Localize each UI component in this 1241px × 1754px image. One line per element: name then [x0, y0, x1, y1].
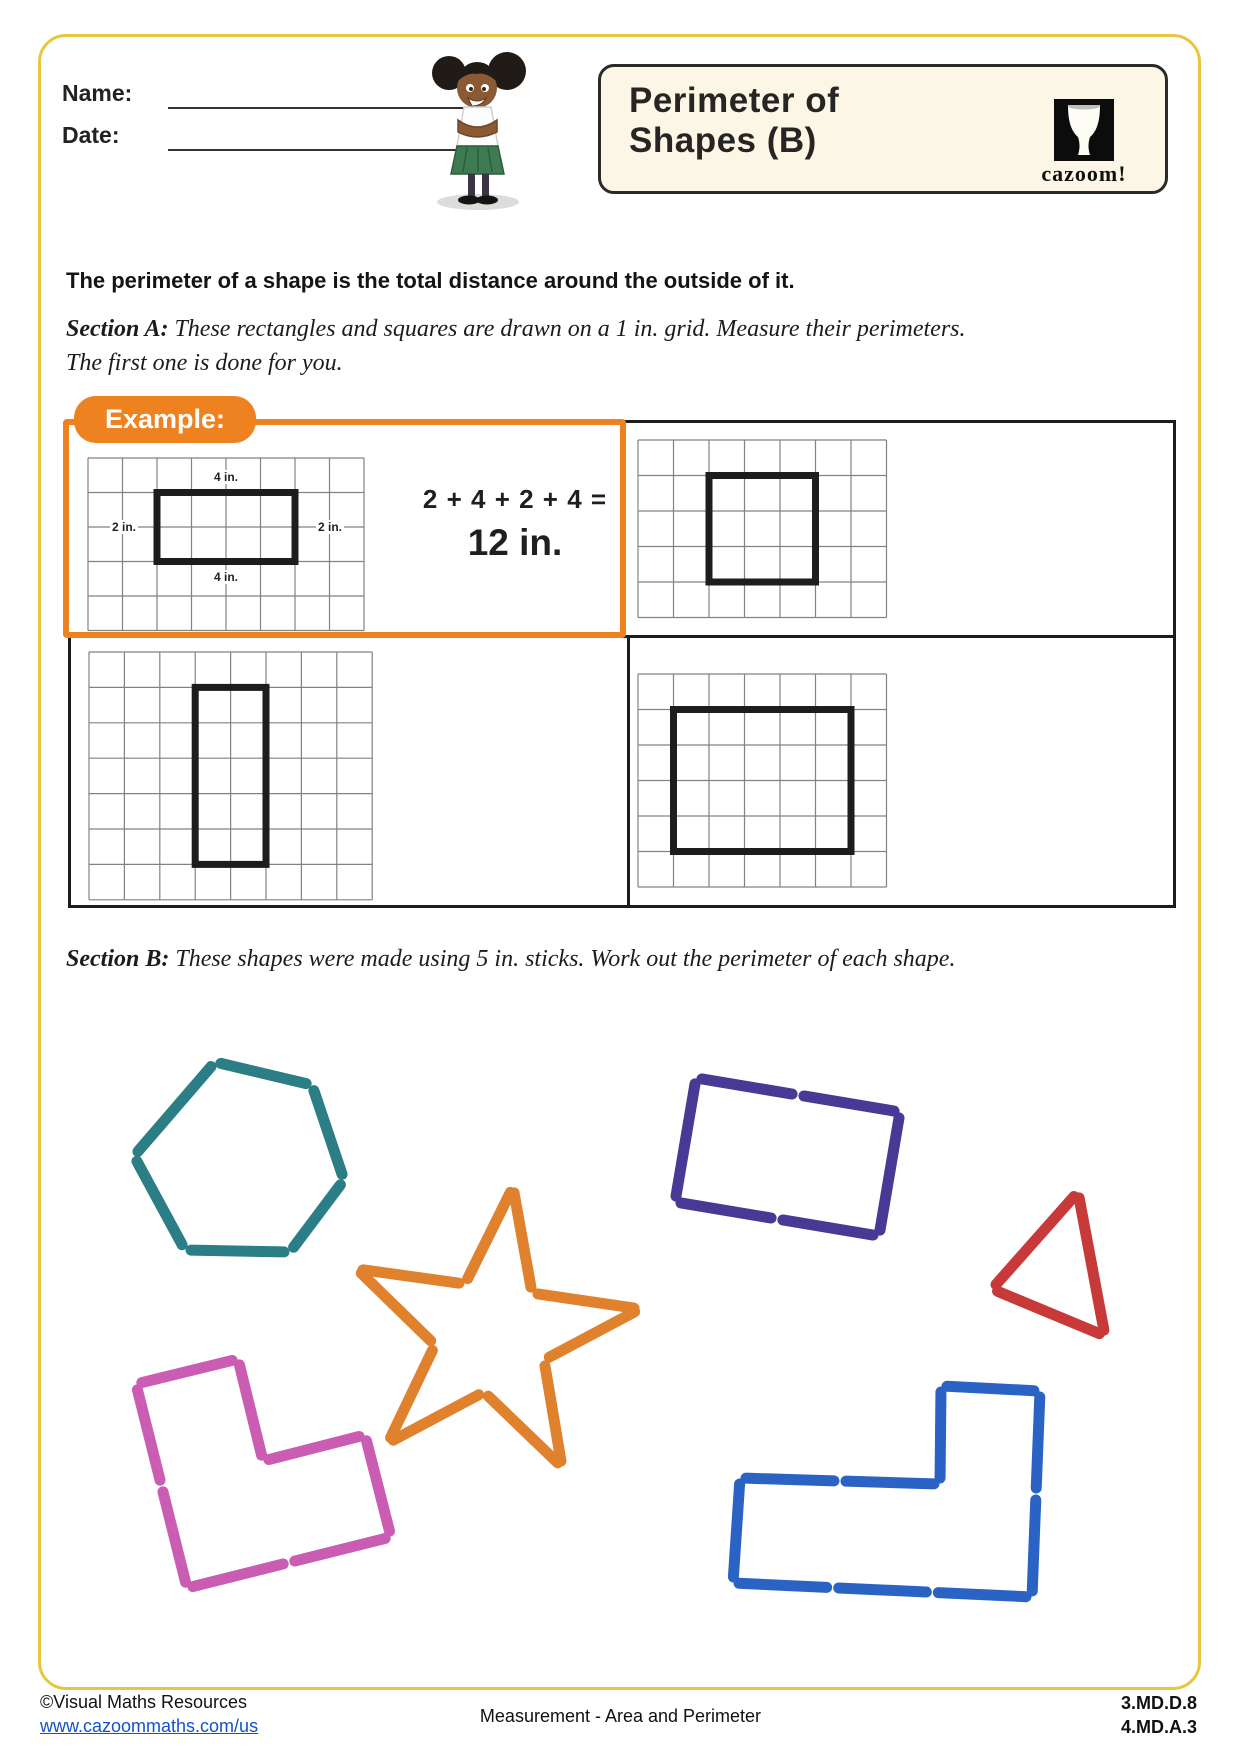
table-vertical-divider	[627, 638, 630, 905]
cazoom-logo-text: cazoom!	[1041, 161, 1127, 186]
example-tab: Example:	[74, 396, 256, 443]
section-b-heading	[66, 946, 955, 973]
example-label-right: 2 in.	[317, 520, 343, 534]
footer-topic: Measurement - Area and Perimeter	[479, 1706, 762, 1726]
footer-website-link[interactable]: www.cazoommaths.com/us	[40, 1716, 259, 1736]
cazoom-logo	[1029, 99, 1139, 187]
cazoom-goblet-icon	[1054, 99, 1114, 161]
example-equation: 2 + 4 + 2 + 4 =	[422, 484, 608, 514]
section-a-instructions: These rectangles and squares are drawn on a 1 in. grid. Measure their perimeters.	[174, 316, 966, 342]
section-a-label: Section A:	[66, 316, 169, 342]
standard-code-1: 3.MD.D.8	[1120, 1693, 1197, 1713]
standard-code-2: 4.MD.A.3	[1120, 1716, 1197, 1737]
intro-statement: The perimeter of a shape is the total distance around the outside of it.	[66, 268, 795, 293]
example-label-top: 4 in.	[213, 470, 239, 484]
section-b-label: Section B:	[66, 946, 170, 972]
section-a-instructions-line2: The first one is done for you.	[66, 350, 343, 376]
worksheet-title: Perimeter of Shapes (B)	[629, 81, 840, 160]
example-answer: 12 in.	[467, 522, 563, 563]
example-label-left: 2 in.	[111, 520, 137, 534]
cartoon-girl-illustration	[418, 46, 540, 212]
section-b-instructions: These shapes were made using 5 in. sticks. Work out the perimeter of each shape.	[175, 946, 956, 972]
section-a-heading	[66, 316, 966, 343]
date-label: Date:	[62, 122, 120, 148]
title-box	[598, 64, 1168, 194]
name-label: Name:	[62, 80, 133, 106]
footer-credit: ©Visual Maths Resources	[40, 1692, 248, 1712]
footer-standards	[1121, 1692, 1197, 1740]
example-label-bottom: 4 in.	[213, 570, 239, 584]
